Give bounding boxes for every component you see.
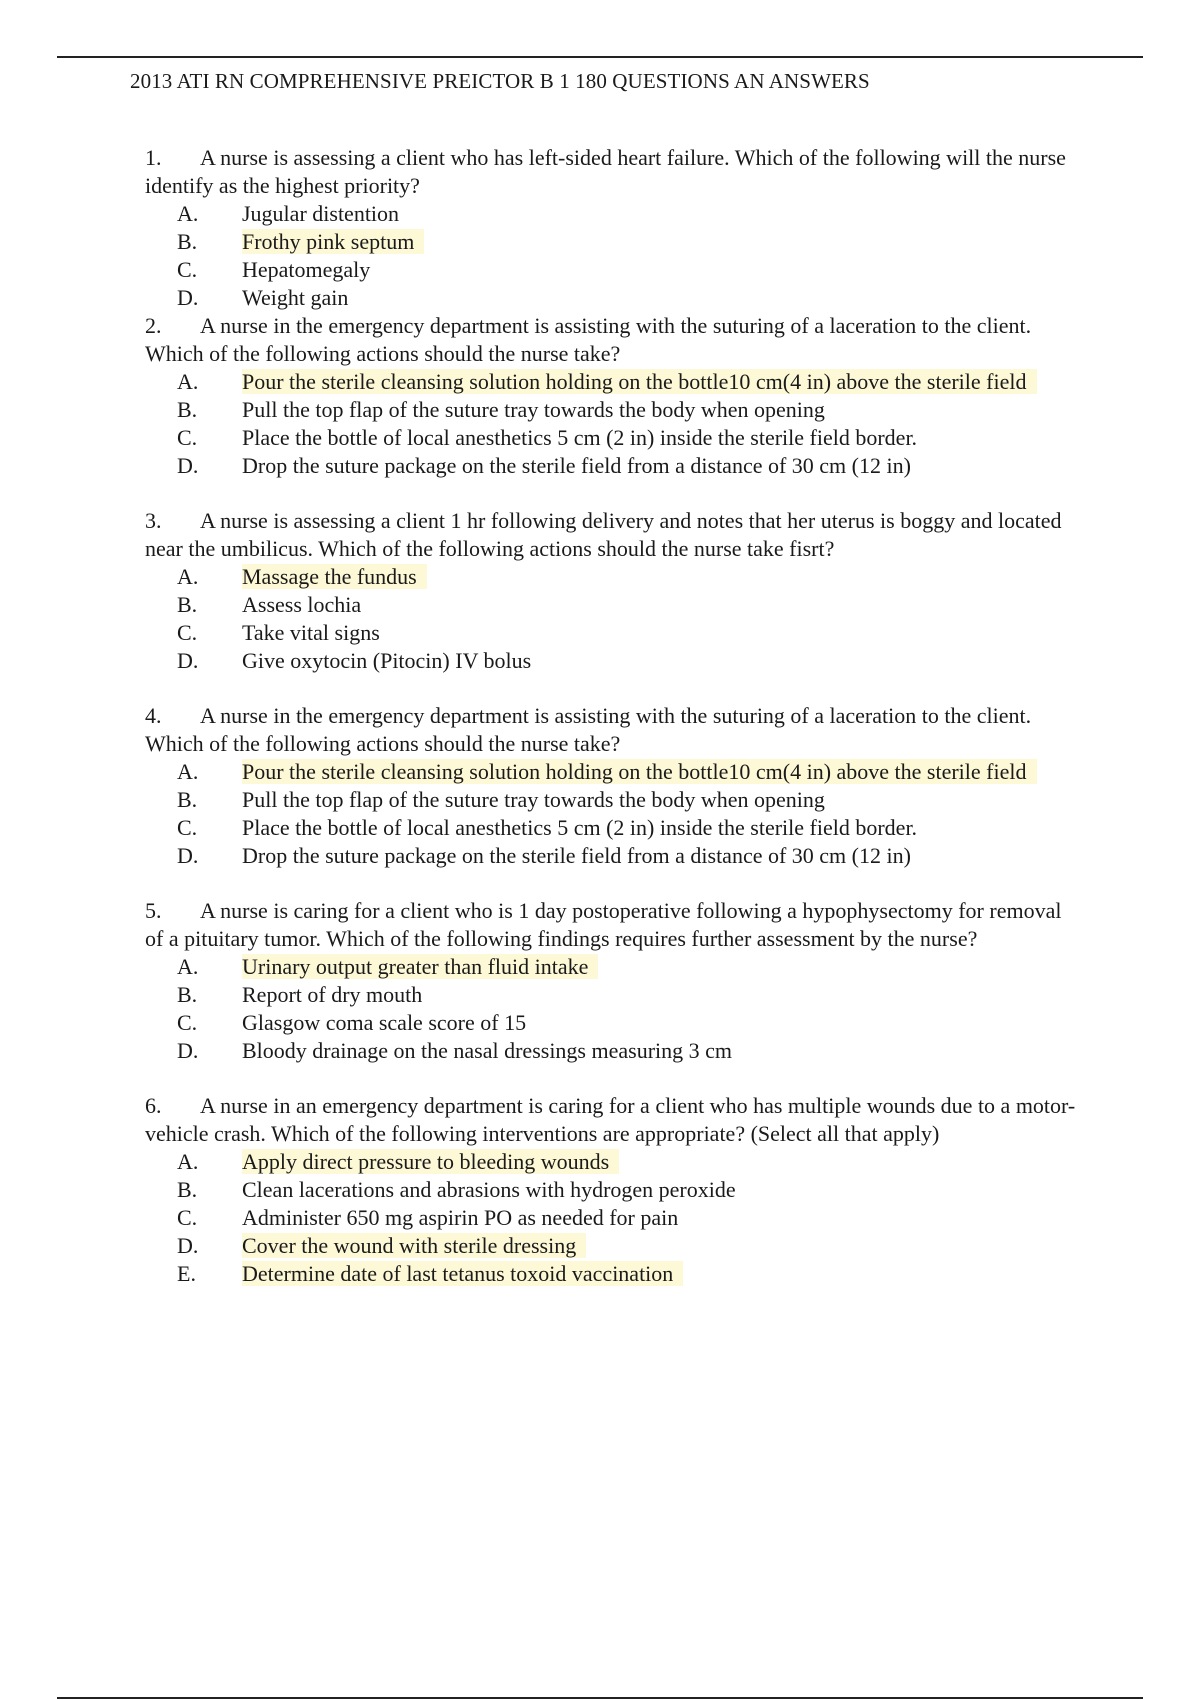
question-text: A nurse is assessing a client who has left-sided heart failure. Which of the following will the nurse identify as the highest priority? bbox=[145, 145, 1066, 198]
question-text: A nurse is caring for a client who is 1 day postoperative following a hypophysectomy for removal of a pituitary tumor. Which of the following findings requires further assessment by the nurse? bbox=[145, 898, 1062, 951]
option-letter: D. bbox=[177, 285, 199, 310]
question-text: A nurse in an emergency department is caring for a client who has multiple wounds due to a motor-vehicle crash. Which of the following interventions are appropriate? (Select all that apply) bbox=[145, 1093, 1076, 1146]
question-text: A nurse in the emergency department is assisting with the suturing of a laceration to the client. Which of the following actions should the nurse take? bbox=[145, 703, 1032, 756]
option-text: Weight gain bbox=[242, 285, 349, 310]
answer-option bbox=[145, 981, 1080, 1009]
option-text: Give oxytocin (Pitocin) IV bolus bbox=[242, 648, 532, 673]
document-title: 2013 ATI RN COMPREHENSIVE PREICTOR B 1 180 QUESTIONS AN ANSWERS bbox=[130, 69, 870, 93]
option-letter: A. bbox=[177, 954, 199, 979]
answer-option bbox=[145, 1232, 1080, 1260]
answer-option bbox=[145, 424, 1080, 452]
option-letter: A. bbox=[177, 1149, 199, 1174]
answer-option bbox=[145, 842, 1080, 870]
option-letter: B. bbox=[177, 592, 198, 617]
highlighted-answer: Massage the fundus bbox=[242, 564, 427, 589]
option-text: Jugular distention bbox=[242, 201, 400, 226]
answer-option bbox=[145, 452, 1080, 480]
answer-options bbox=[145, 563, 1080, 675]
option-letter: D. bbox=[177, 1233, 199, 1258]
answer-option bbox=[145, 284, 1080, 312]
answer-option bbox=[145, 814, 1080, 842]
answer-option bbox=[145, 396, 1080, 424]
option-letter: B. bbox=[177, 1177, 198, 1202]
highlighted-answer: Apply direct pressure to bleeding wounds bbox=[242, 1149, 619, 1174]
answer-option bbox=[145, 563, 1080, 591]
answer-option bbox=[145, 1148, 1080, 1176]
bottom-rule bbox=[57, 1697, 1143, 1699]
option-letter: A. bbox=[177, 201, 199, 226]
answer-options bbox=[145, 1148, 1080, 1288]
answer-option bbox=[145, 619, 1080, 647]
question-text: A nurse in the emergency department is assisting with the suturing of a laceration to the client. Which of the following actions should the nurse take? bbox=[145, 313, 1032, 366]
option-letter: B. bbox=[177, 787, 198, 812]
highlighted-answer: Pour the sterile cleansing solution holding on the bottle10 cm(4 in) above the sterile field bbox=[242, 759, 1037, 784]
question-2 bbox=[145, 312, 1080, 480]
option-letter: A. bbox=[177, 759, 199, 784]
option-text: Administer 650 mg aspirin PO as needed for pain bbox=[242, 1205, 679, 1230]
option-text: Drop the suture package on the sterile field from a distance of 30 cm (12 in) bbox=[242, 843, 911, 868]
question-3 bbox=[145, 507, 1080, 675]
answer-option bbox=[145, 1204, 1080, 1232]
option-letter: A. bbox=[177, 564, 199, 589]
answer-option bbox=[145, 786, 1080, 814]
option-letter: C. bbox=[177, 257, 198, 282]
question-text: A nurse is assessing a client 1 hr following delivery and notes that her uterus is boggy and located near the umbilicus. Which of the following actions should the nurse take fisrt? bbox=[145, 508, 1062, 561]
option-letter: D. bbox=[177, 1038, 199, 1063]
option-text: Clean lacerations and abrasions with hydrogen peroxide bbox=[242, 1177, 736, 1202]
question-number: 6. bbox=[145, 1093, 162, 1118]
option-text: Place the bottle of local anesthetics 5 cm (2 in) inside the sterile field border. bbox=[242, 815, 918, 840]
option-letter: D. bbox=[177, 648, 199, 673]
answer-option bbox=[145, 368, 1080, 396]
option-letter: C. bbox=[177, 425, 198, 450]
option-letter: C. bbox=[177, 1205, 198, 1230]
answer-options bbox=[145, 953, 1080, 1065]
option-text: Bloody drainage on the nasal dressings measuring 3 cm bbox=[242, 1038, 733, 1063]
answer-option bbox=[145, 953, 1080, 981]
highlighted-answer: Urinary output greater than fluid intake bbox=[242, 954, 598, 979]
option-text: Pull the top flap of the suture tray towards the body when opening bbox=[242, 397, 825, 422]
option-text: Report of dry mouth bbox=[242, 982, 423, 1007]
question-number: 5. bbox=[145, 898, 162, 923]
top-rule bbox=[57, 56, 1143, 58]
option-letter: C. bbox=[177, 815, 198, 840]
option-text: Pull the top flap of the suture tray towards the body when opening bbox=[242, 787, 825, 812]
option-letter: D. bbox=[177, 453, 199, 478]
answer-option bbox=[145, 1009, 1080, 1037]
answer-option bbox=[145, 228, 1080, 256]
answer-option bbox=[145, 1176, 1080, 1204]
highlighted-answer: Cover the wound with sterile dressing bbox=[242, 1233, 586, 1258]
question-number: 2. bbox=[145, 313, 162, 338]
answer-option bbox=[145, 1037, 1080, 1065]
answer-option bbox=[145, 1260, 1080, 1288]
question-1 bbox=[145, 144, 1080, 312]
question-4 bbox=[145, 702, 1080, 870]
highlighted-answer: Determine date of last tetanus toxoid vaccination bbox=[242, 1261, 683, 1286]
answer-option bbox=[145, 200, 1080, 228]
option-text: Place the bottle of local anesthetics 5 cm (2 in) inside the sterile field border. bbox=[242, 425, 918, 450]
question-number: 3. bbox=[145, 508, 162, 533]
question-6 bbox=[145, 1092, 1080, 1288]
option-letter: A. bbox=[177, 369, 199, 394]
option-letter: B. bbox=[177, 397, 198, 422]
answer-option bbox=[145, 256, 1080, 284]
answer-options bbox=[145, 368, 1080, 480]
option-text: Drop the suture package on the sterile field from a distance of 30 cm (12 in) bbox=[242, 453, 911, 478]
option-text: Assess lochia bbox=[242, 592, 362, 617]
answer-options bbox=[145, 200, 1080, 312]
answer-option bbox=[145, 647, 1080, 675]
option-letter: E. bbox=[177, 1261, 196, 1286]
answer-options bbox=[145, 758, 1080, 870]
answer-option bbox=[145, 758, 1080, 786]
question-5 bbox=[145, 897, 1080, 1065]
option-letter: C. bbox=[177, 620, 198, 645]
option-text: Take vital signs bbox=[242, 620, 380, 645]
highlighted-answer: Frothy pink septum bbox=[242, 229, 424, 254]
option-text: Hepatomegaly bbox=[242, 257, 371, 282]
option-letter: B. bbox=[177, 229, 198, 254]
option-letter: C. bbox=[177, 1010, 198, 1035]
option-letter: B. bbox=[177, 982, 198, 1007]
question-list bbox=[145, 144, 1080, 1288]
highlighted-answer: Pour the sterile cleansing solution holding on the bottle10 cm(4 in) above the sterile field bbox=[242, 369, 1037, 394]
option-text: Glasgow coma scale score of 15 bbox=[242, 1010, 527, 1035]
question-number: 4. bbox=[145, 703, 162, 728]
question-number: 1. bbox=[145, 145, 162, 170]
option-letter: D. bbox=[177, 843, 199, 868]
answer-option bbox=[145, 591, 1080, 619]
